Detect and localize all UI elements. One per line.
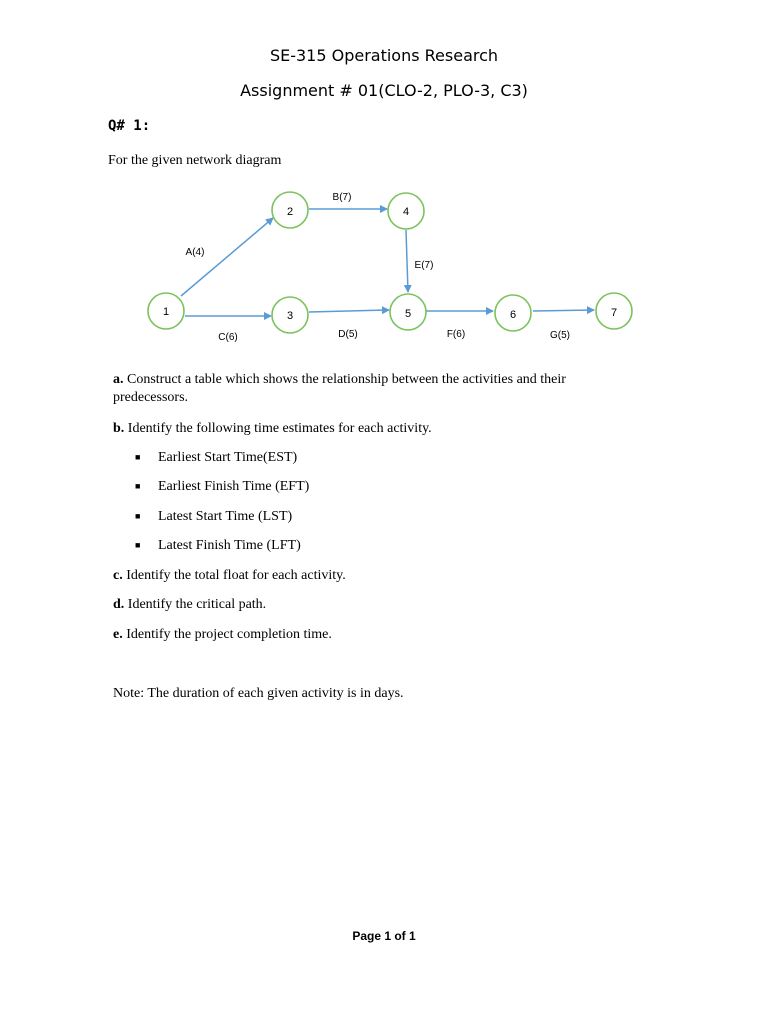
bullet-icon: ■	[135, 511, 141, 521]
node-3-label: 3	[286, 310, 294, 322]
activity-C-label: C(6)	[218, 332, 238, 343]
bullet-icon: ■	[135, 540, 141, 550]
b-item-est: Earliest Start Time(EST)	[158, 450, 298, 465]
note: Note: The duration of each given activity is in days.	[113, 686, 404, 701]
part-d-text: Identify the critical path.	[124, 597, 267, 612]
part-e-label: e.	[113, 627, 123, 642]
node-4-label: 4	[402, 206, 410, 218]
arrow-D	[309, 310, 389, 312]
part-c-label: c.	[113, 568, 123, 583]
part-a-text: Construct a table which shows the relationship between the activities and their	[123, 372, 566, 387]
bullet-icon: ■	[135, 481, 141, 491]
arrow-G	[533, 310, 594, 311]
question-label: Q# 1:	[108, 118, 151, 134]
bullet-icon: ■	[135, 452, 141, 462]
course-title: SE-315 Operations Research	[269, 46, 499, 65]
part-b-label: b.	[113, 421, 125, 436]
question-intro: For the given network diagram	[108, 153, 282, 168]
part-d	[113, 596, 266, 614]
activity-F-label: F(6)	[446, 329, 466, 340]
activity-G-label: G(5)	[550, 330, 570, 341]
arrow-E	[406, 230, 408, 292]
activity-A-label: A(4)	[185, 247, 205, 258]
part-a-line2: predecessors.	[113, 390, 189, 405]
node-2-label: 2	[286, 206, 294, 218]
b-item-lst: Latest Start Time (LST)	[158, 509, 293, 524]
b-item-eft: Earliest Finish Time (EFT)	[158, 479, 310, 494]
part-e	[113, 626, 332, 644]
node-5-label: 5	[404, 308, 412, 320]
part-d-label: d.	[113, 597, 125, 612]
part-c-text: Identify the total float for each activity.	[122, 568, 346, 583]
node-1-label: 1	[162, 306, 170, 318]
part-a-line1	[113, 371, 566, 389]
activity-D-label: D(5)	[338, 329, 358, 340]
activity-E-label: E(7)	[414, 260, 434, 271]
part-e-text: Identify the project completion time.	[122, 627, 332, 642]
part-b-text: Identify the following time estimates for each activity.	[124, 421, 432, 436]
node-6-label: 6	[509, 309, 517, 321]
part-b	[113, 420, 432, 438]
node-7-label: 7	[610, 307, 618, 319]
part-c	[113, 567, 346, 585]
network-diagram	[0, 0, 768, 360]
assignment-title: Assignment # 01(CLO-2, PLO-3, C3)	[240, 81, 528, 100]
activity-B-label: B(7)	[332, 192, 352, 203]
part-a-label: a.	[113, 372, 124, 387]
b-item-lft: Latest Finish Time (LFT)	[158, 538, 301, 553]
page-number: Page 1 of 1	[352, 929, 416, 943]
